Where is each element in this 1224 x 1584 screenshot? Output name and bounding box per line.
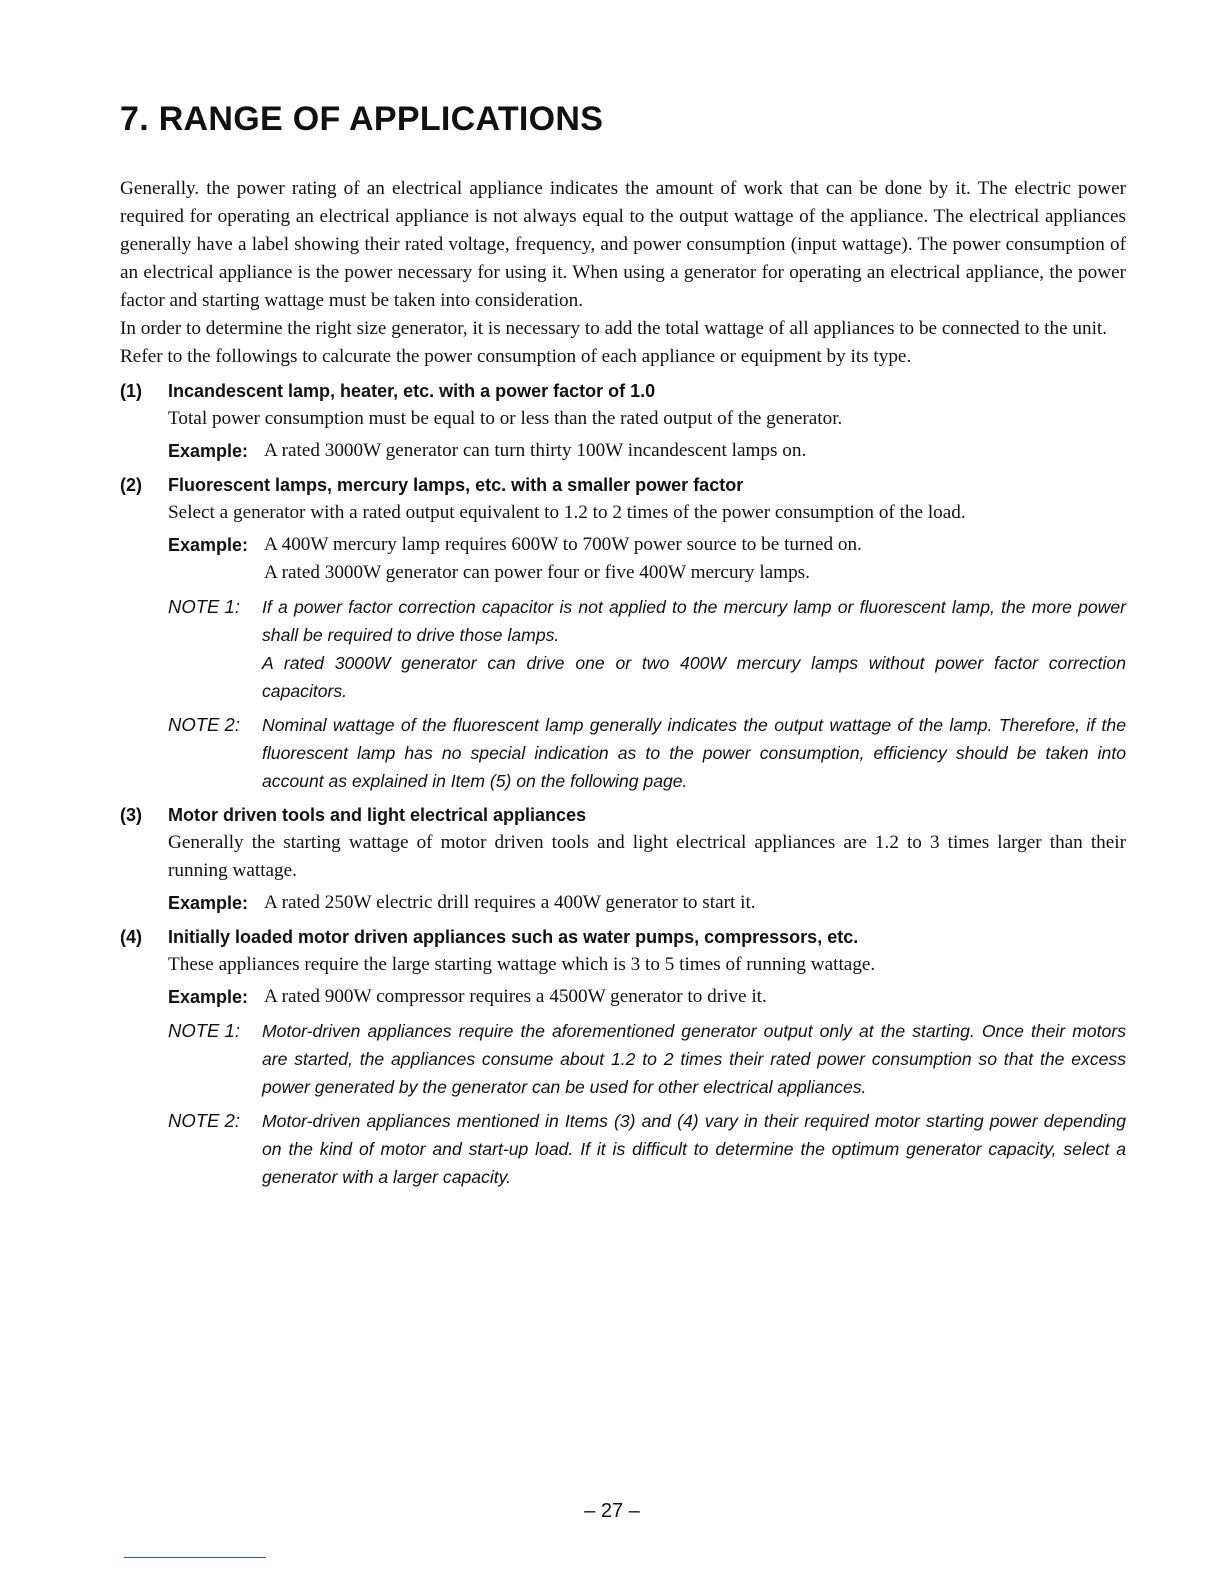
intro-paragraph: Generally. the power rating of an electrical appliance indicates the amount of work that can be done by it. The electric power required for operating an electrical appliance is not always equal to the output wattage of the appliance. The electrical appliances generally have a label showing their rated voltage, frequency, and power consumption (input wattage). The power consumption of an electrical appliance is the power necessary for using it. When using a generator for operating an electrical appliance, the power factor and starting wattage must be taken into consideration.: [120, 178, 1126, 311]
example-line: A rated 900W compressor requires a 4500W generator to drive it.: [264, 986, 767, 1007]
section-number: (1): [120, 381, 142, 401]
note-2: [168, 711, 1126, 795]
section-heading: Initially loaded motor driven appliances such as water pumps, compressors, etc.: [168, 927, 859, 947]
example: [168, 889, 1126, 917]
note-label: NOTE 1:: [168, 596, 240, 617]
section-text: Select a generator with a rated output equivalent to 1.2 to 2 times of the power consumption of the load.: [168, 502, 966, 523]
note-line: Nominal wattage of the fluorescent lamp generally indicates the output wattage of the lamp. Therefore, if the fluorescent lamp has no special indication as to the power consumption, efficiency should be taken into account as explained in Item (5) on the following page.: [262, 715, 1126, 791]
section-text: Total power consumption must be equal to or less than the rated output of the generator.: [168, 408, 843, 429]
section-heading: Incandescent lamp, heater, etc. with a power factor of 1.0: [168, 381, 656, 401]
note-line: If a power factor correction capacitor is not applied to the mercury lamp or fluorescent lamp, the more power shall be required to drive those lamps.: [262, 597, 1126, 645]
section-number: (4): [120, 927, 142, 947]
example-line: A rated 3000W generator can turn thirty 100W incandescent lamps on.: [264, 440, 807, 461]
example-line: A rated 3000W generator can power four or five 400W mercury lamps.: [264, 562, 810, 583]
section-number: (2): [120, 475, 142, 495]
note-2: [168, 1107, 1126, 1191]
example: [168, 531, 1126, 587]
note-1: [168, 1017, 1126, 1101]
section-text: Generally the starting wattage of motor driven tools and light electrical appliances are 1.2 to 3 times larger than their running wattage.: [168, 832, 1126, 881]
note-label: NOTE 2:: [168, 1110, 240, 1131]
section-heading: Motor driven tools and light electrical appliances: [168, 805, 587, 825]
example-line: A 400W mercury lamp requires 600W to 700W power source to be turned on.: [264, 534, 862, 555]
note-label: NOTE 1:: [168, 1020, 240, 1041]
example: [168, 983, 1126, 1011]
section-3: [120, 801, 1126, 917]
intro-paragraph: In order to determine the right size generator, it is necessary to add the total wattage of all appliances to be connected to the unit.: [120, 318, 1108, 339]
page-number: – 27 –: [584, 1500, 640, 1522]
section-1: [120, 377, 1126, 465]
example-label: Example:: [168, 535, 249, 555]
footer-rule: [124, 1557, 266, 1558]
page-content: [120, 100, 1126, 1191]
section-2: [120, 471, 1126, 795]
example-label: Example:: [168, 893, 249, 913]
note-label: NOTE 2:: [168, 714, 240, 735]
example-label: Example:: [168, 987, 249, 1007]
example-label: Example:: [168, 441, 249, 461]
section-4: [120, 923, 1126, 1191]
intro: [120, 175, 1126, 371]
section-text: These appliances require the large starting wattage which is 3 to 5 times of running wattage.: [168, 954, 876, 975]
section-number: (3): [120, 805, 142, 825]
example: [168, 437, 1126, 465]
example-line: A rated 250W electric drill requires a 400W generator to start it.: [264, 892, 756, 913]
intro-paragraph: Refer to the followings to calcurate the power consumption of each appliance or equipment by its type.: [120, 346, 912, 367]
section-heading: Fluorescent lamps, mercury lamps, etc. with a smaller power factor: [168, 475, 744, 495]
note-1: [168, 593, 1126, 705]
page-title: 7. RANGE OF APPLICATIONS: [120, 100, 604, 138]
note-line: Motor-driven appliances require the aforementioned generator output only at the starting. Once their motors are started, the appliances consume about 1.2 to 2 times their rated power consumption so that the excess power generated by the generator can be used for other electrical appliances.: [262, 1021, 1126, 1097]
note-line: Motor-driven appliances mentioned in Items (3) and (4) vary in their required motor starting power depending on the kind of motor and start-up load. If it is difficult to determine the optimum generator capacity, select a generator with a larger capacity.: [262, 1111, 1126, 1187]
note-line: A rated 3000W generator can drive one or two 400W mercury lamps without power factor correction capacitors.: [262, 653, 1126, 701]
